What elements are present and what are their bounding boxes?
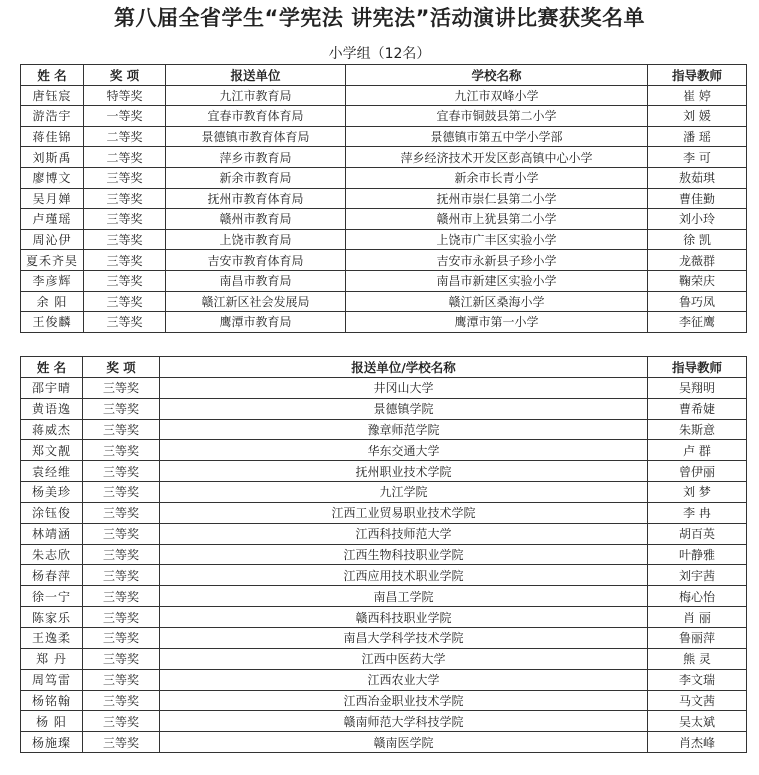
- table-row: [21, 482, 747, 503]
- cell-school: 宜春市铜鼓县第二小学: [346, 106, 648, 127]
- cell-teacher: 梅心怡: [648, 586, 747, 607]
- cell-teacher: 李文瑞: [648, 669, 747, 690]
- cell-unit-school: 赣南师范大学科技学院: [160, 711, 648, 732]
- table-row: [21, 586, 747, 607]
- cell-unit-school: 抚州职业技术学院: [160, 461, 648, 482]
- college-winners-table: [20, 356, 747, 753]
- cell-name: 杨铭翰: [21, 690, 83, 711]
- table-row: [21, 250, 747, 271]
- table-row: [21, 732, 747, 753]
- table-row: [21, 147, 747, 168]
- cell-name: 陈家乐: [21, 607, 83, 628]
- cell-unit: 新余市教育局: [166, 167, 346, 188]
- cell-name: 游浩宇: [21, 106, 84, 127]
- cell-teacher: 刘宇茜: [648, 565, 747, 586]
- cell-award: 三等奖: [83, 648, 160, 669]
- table-row: [21, 291, 747, 312]
- table-row: [21, 126, 747, 147]
- cell-award: 三等奖: [83, 419, 160, 440]
- cell-teacher: 曾伊丽: [648, 461, 747, 482]
- cell-teacher: 肖 丽: [648, 607, 747, 628]
- cell-teacher: 吴太斌: [648, 711, 747, 732]
- cell-teacher: 崔 婷: [648, 85, 747, 106]
- cell-teacher: 龙薇群: [648, 250, 747, 271]
- cell-teacher: 鞠荣庆: [648, 270, 747, 291]
- cell-teacher: 吴翔明: [648, 377, 747, 398]
- cell-name: 涂钰俊: [21, 502, 83, 523]
- cell-name: 郑 丹: [21, 648, 83, 669]
- cell-name: 李彦辉: [21, 270, 84, 291]
- table-row: [21, 377, 747, 398]
- cell-unit-school: 景德镇学院: [160, 398, 648, 419]
- cell-school: 萍乡经济技术开发区彭高镇中心小学: [346, 147, 648, 168]
- cell-unit-school: 江西科技师范大学: [160, 523, 648, 544]
- cell-award: 三等奖: [84, 188, 166, 209]
- header-award: 奖 项: [84, 65, 166, 86]
- cell-award: 三等奖: [84, 250, 166, 271]
- cell-teacher: 鲁丽萍: [648, 627, 747, 648]
- cell-name: 余 阳: [21, 291, 84, 312]
- cell-unit: 萍乡市教育局: [166, 147, 346, 168]
- cell-unit: 南昌市教育局: [166, 270, 346, 291]
- cell-unit-school: 赣南医学院: [160, 732, 648, 753]
- cell-name: 刘斯禹: [21, 147, 84, 168]
- cell-school: 上饶市广丰区实验小学: [346, 229, 648, 250]
- table-row: [21, 229, 747, 250]
- cell-unit: 赣州市教育局: [166, 209, 346, 230]
- cell-unit: 九江市教育局: [166, 85, 346, 106]
- table-row: [21, 85, 747, 106]
- cell-name: 杨 阳: [21, 711, 83, 732]
- cell-unit: 上饶市教育局: [166, 229, 346, 250]
- table-row: [21, 167, 747, 188]
- header-name: 姓 名: [21, 65, 84, 86]
- table-row: [21, 188, 747, 209]
- table-row: [21, 312, 747, 333]
- cell-name: 蒋佳锦: [21, 126, 84, 147]
- table-row: [21, 711, 747, 732]
- table-row: [21, 461, 747, 482]
- cell-school: 赣江新区桑海小学: [346, 291, 648, 312]
- cell-award: 三等奖: [83, 607, 160, 628]
- cell-name: 蒋威杰: [21, 419, 83, 440]
- cell-award: 三等奖: [83, 440, 160, 461]
- table-header-row: [21, 357, 747, 378]
- table-row: [21, 106, 747, 127]
- cell-unit-school: 九江学院: [160, 482, 648, 503]
- cell-name: 卢瑾瑶: [21, 209, 84, 230]
- cell-award: 二等奖: [84, 126, 166, 147]
- cell-unit: 吉安市教育体育局: [166, 250, 346, 271]
- cell-name: 徐一宁: [21, 586, 83, 607]
- cell-teacher: 刘 媛: [648, 106, 747, 127]
- cell-award: 三等奖: [83, 586, 160, 607]
- cell-award: 三等奖: [83, 669, 160, 690]
- table-row: [21, 523, 747, 544]
- cell-teacher: 肖杰峰: [648, 732, 747, 753]
- cell-award: 三等奖: [83, 565, 160, 586]
- table-row: [21, 419, 747, 440]
- table-row: [21, 398, 747, 419]
- group-subtitle: 小学组（12名）: [328, 46, 431, 62]
- cell-teacher: 胡百英: [648, 523, 747, 544]
- header-teacher: 指导教师: [648, 357, 747, 378]
- cell-name: 吴月婵: [21, 188, 84, 209]
- cell-award: 三等奖: [83, 461, 160, 482]
- cell-name: 夏禾齐昊: [21, 250, 84, 271]
- cell-name: 林靖涵: [21, 523, 83, 544]
- header-unit: 报送单位: [166, 65, 346, 86]
- cell-school: 吉安市永新县子珍小学: [346, 250, 648, 271]
- cell-award: 三等奖: [84, 229, 166, 250]
- cell-name: 周沁伊: [21, 229, 84, 250]
- cell-award: 三等奖: [83, 482, 160, 503]
- cell-school: 南昌市新建区实验小学: [346, 270, 648, 291]
- cell-teacher: 敖茹琪: [648, 167, 747, 188]
- cell-teacher: 鲁巧凤: [648, 291, 747, 312]
- cell-award: 三等奖: [83, 711, 160, 732]
- cell-award: 三等奖: [83, 377, 160, 398]
- cell-unit: 宜春市教育体育局: [166, 106, 346, 127]
- cell-unit-school: 江西应用技术职业学院: [160, 565, 648, 586]
- table-row: [21, 669, 747, 690]
- cell-teacher: 李征鹰: [648, 312, 747, 333]
- cell-unit-school: 江西工业贸易职业技术学院: [160, 502, 648, 523]
- cell-name: 朱志欣: [21, 544, 83, 565]
- cell-unit: 赣江新区社会发展局: [166, 291, 346, 312]
- cell-award: 三等奖: [83, 627, 160, 648]
- table-row: [21, 627, 747, 648]
- header-school: 学校名称: [346, 65, 648, 86]
- cell-award: 二等奖: [84, 147, 166, 168]
- cell-name: 周笃雷: [21, 669, 83, 690]
- cell-teacher: 刘 梦: [648, 482, 747, 503]
- cell-teacher: 熊 灵: [648, 648, 747, 669]
- cell-unit-school: 南昌大学科学技术学院: [160, 627, 648, 648]
- cell-name: 郑文靓: [21, 440, 83, 461]
- cell-award: 三等奖: [83, 544, 160, 565]
- cell-unit-school: 江西冶金职业技术学院: [160, 690, 648, 711]
- cell-unit: 景德镇市教育体育局: [166, 126, 346, 147]
- cell-teacher: 李 可: [648, 147, 747, 168]
- cell-unit: 抚州市教育体育局: [166, 188, 346, 209]
- table-row: [21, 209, 747, 230]
- cell-school: 抚州市崇仁县第二小学: [346, 188, 648, 209]
- cell-name: 王俊麟: [21, 312, 84, 333]
- cell-award: 一等奖: [84, 106, 166, 127]
- cell-name: 黄语逸: [21, 398, 83, 419]
- cell-teacher: 曹佳勤: [648, 188, 747, 209]
- document-title: 第八届全省学生“学宪法 讲宪法”活动演讲比赛获奖名单: [114, 6, 645, 30]
- table-row: [21, 440, 747, 461]
- cell-name: 杨施璨: [21, 732, 83, 753]
- cell-name: 王逸柔: [21, 627, 83, 648]
- cell-name: 杨春萍: [21, 565, 83, 586]
- cell-teacher: 徐 凯: [648, 229, 747, 250]
- cell-award: 三等奖: [83, 502, 160, 523]
- cell-award: 特等奖: [84, 85, 166, 106]
- cell-school: 景德镇市第五中学小学部: [346, 126, 648, 147]
- cell-school: 九江市双峰小学: [346, 85, 648, 106]
- cell-unit-school: 南昌工学院: [160, 586, 648, 607]
- cell-teacher: 马文茜: [648, 690, 747, 711]
- cell-award: 三等奖: [83, 398, 160, 419]
- cell-name: 廖博文: [21, 167, 84, 188]
- header-unit-school: 报送单位/学校名称: [160, 357, 648, 378]
- table-row: [21, 690, 747, 711]
- cell-name: 杨美珍: [21, 482, 83, 503]
- cell-name: 邵宇晴: [21, 377, 83, 398]
- cell-unit-school: 华东交通大学: [160, 440, 648, 461]
- table-header-row: [21, 65, 747, 86]
- header-name: 姓 名: [21, 357, 83, 378]
- cell-award: 三等奖: [83, 523, 160, 544]
- table-row: [21, 648, 747, 669]
- cell-teacher: 李 冉: [648, 502, 747, 523]
- cell-school: 新余市长青小学: [346, 167, 648, 188]
- cell-award: 三等奖: [83, 732, 160, 753]
- cell-unit-school: 江西中医药大学: [160, 648, 648, 669]
- table-row: [21, 270, 747, 291]
- cell-award: 三等奖: [83, 690, 160, 711]
- cell-award: 三等奖: [84, 209, 166, 230]
- cell-teacher: 朱斯意: [648, 419, 747, 440]
- cell-unit-school: 豫章师范学院: [160, 419, 648, 440]
- cell-unit-school: 井冈山大学: [160, 377, 648, 398]
- cell-school: 赣州市上犹县第二小学: [346, 209, 648, 230]
- cell-award: 三等奖: [84, 312, 166, 333]
- cell-award: 三等奖: [84, 291, 166, 312]
- cell-name: 唐钰宸: [21, 85, 84, 106]
- cell-unit-school: 赣西科技职业学院: [160, 607, 648, 628]
- header-award: 奖 项: [83, 357, 160, 378]
- header-teacher: 指导教师: [648, 65, 747, 86]
- cell-teacher: 刘小玲: [648, 209, 747, 230]
- cell-teacher: 曹希婕: [648, 398, 747, 419]
- cell-award: 三等奖: [84, 167, 166, 188]
- cell-teacher: 卢 群: [648, 440, 747, 461]
- table-row: [21, 607, 747, 628]
- cell-unit-school: 江西生物科技职业学院: [160, 544, 648, 565]
- cell-unit: 鹰潭市教育局: [166, 312, 346, 333]
- cell-name: 袁经维: [21, 461, 83, 482]
- table-row: [21, 502, 747, 523]
- cell-school: 鹰潭市第一小学: [346, 312, 648, 333]
- cell-teacher: 潘 瑶: [648, 126, 747, 147]
- cell-award: 三等奖: [84, 270, 166, 291]
- cell-unit-school: 江西农业大学: [160, 669, 648, 690]
- primary-school-winners-table: [20, 64, 747, 333]
- cell-teacher: 叶静雅: [648, 544, 747, 565]
- table-row: [21, 565, 747, 586]
- table-row: [21, 544, 747, 565]
